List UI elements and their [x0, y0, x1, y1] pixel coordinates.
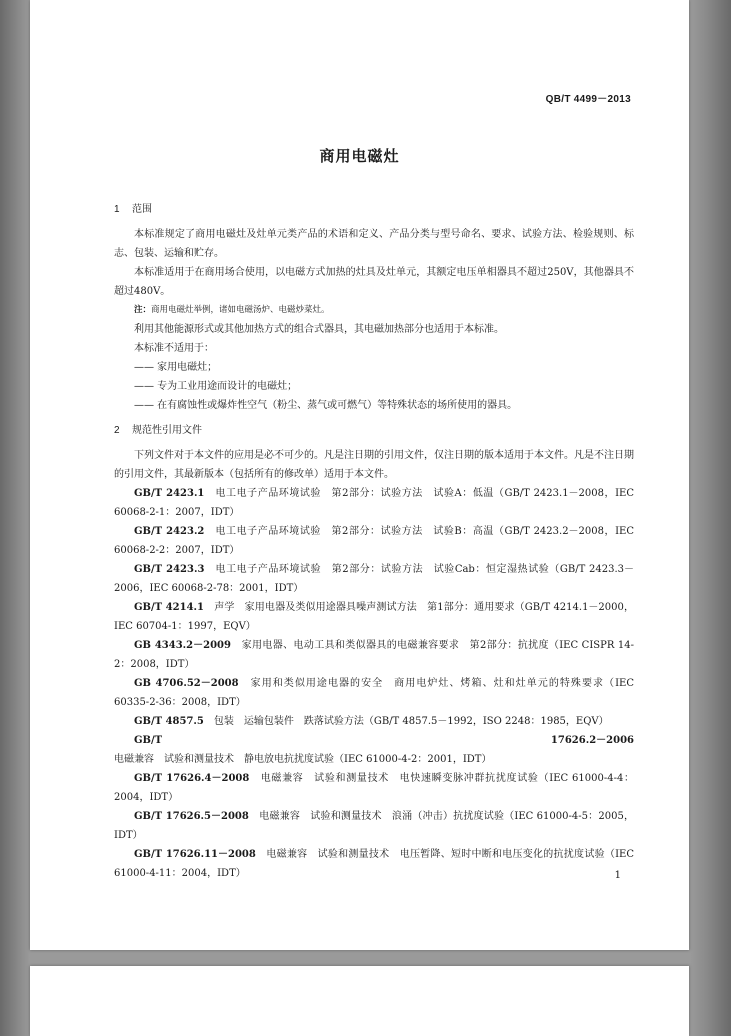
reference-code: GB/T 4857.5 [134, 716, 204, 727]
scope-paragraph-3: 利用其他能源形式或其他加热方式的组合式器具，其电磁加热部分也适用于本标准。 [134, 324, 504, 335]
reference-item [114, 560, 634, 598]
reference-text: 电工电子产品环境试验 第2部分：试验方法 试验B：高温（GB/T 2423.2－2008，IEC 60068-2-2：2007，IDT） [114, 526, 635, 556]
reference-item [114, 636, 634, 674]
document-title: 商用电磁灶 [319, 147, 400, 165]
reference-code: GB 4343.2－2009 [134, 640, 231, 651]
scope-paragraph-2: 本标准适用于在商用场合使用，以电磁方式加热的灶具及灶单元，其额定电压单相器具不超过250V，其他器具不超过480V。 [114, 267, 634, 297]
reference-item [114, 712, 634, 731]
reference-code: GB 4706.52－2008 [134, 678, 239, 689]
reference-text: 电磁兼容 试验和测量技术 电压暂降、短时中断和电压变化的抗扰度试验（IEC 61000-4-11：2004，IDT） [114, 849, 634, 879]
section-title: 范围 [132, 204, 152, 215]
exclusion-item: —— 在有腐蚀性或爆炸性空气（粉尘、蒸气或可燃气）等特殊状态的场所使用的器具。 [134, 400, 518, 411]
section-1-heading [114, 200, 634, 219]
note-label: 注： [134, 305, 152, 315]
reference-text: 包装 运输包装件 跌落试验方法（GB/T 4857.5－1992，ISO 2248：1985，EQV） [213, 716, 609, 727]
standard-code: QB/T 4499－2013 [545, 94, 631, 105]
reference-text: 家用和类似用途电器的安全 商用电炉灶、烤箱、灶和灶单元的特殊要求（IEC 60335-2-36：2008，IDT） [114, 678, 634, 708]
reference-code: GB/T 2423.3 [134, 564, 205, 575]
exclusion-item: —— 专为工业用途而设计的电磁灶； [134, 381, 298, 392]
reference-item [114, 769, 634, 807]
reference-text: 声学 家用电器及类似用途器具噪声测试方法 第1部分：通用要求（GB/T 4214.1－2000，IEC 60704-1：1997，EQV） [114, 602, 635, 632]
section-number: 2 [114, 425, 120, 436]
page-number: 1 [614, 870, 621, 881]
section-2-heading [114, 421, 634, 440]
reference-code: GB/T 17626.2－2006 [134, 735, 634, 746]
reference-item [114, 484, 634, 522]
scope-paragraph-1: 本标准规定了商用电磁灶及灶单元类产品的术语和定义、产品分类与型号命名、要求、试验方法、检验规则、标志、包装、运输和贮存。 [114, 229, 634, 259]
scope-note [114, 301, 634, 320]
reference-item [114, 807, 634, 845]
reference-code: GB/T 2423.1 [134, 488, 205, 499]
reference-code: GB/T 4214.1 [134, 602, 204, 613]
reference-item [114, 522, 634, 560]
exclusion-item: —— 家用电磁灶； [134, 362, 218, 373]
section-title: 规范性引用文件 [132, 425, 202, 436]
reference-text: 电工电子产品环境试验 第2部分：试验方法 试验Cab：恒定湿热试验（GB/T 2423.3－2006，IEC 60068-2-78：2001，IDT） [114, 564, 635, 594]
reference-code: GB/T 17626.5－2008 [134, 811, 249, 822]
document-page [30, 0, 689, 950]
reference-item [114, 731, 634, 769]
document-body [114, 200, 634, 883]
next-page [30, 966, 689, 1036]
reference-text: 电工电子产品环境试验 第2部分：试验方法 试验A：低温（GB/T 2423.1－2008，IEC 60068-2-1：2007，IDT） [114, 488, 635, 518]
section-number: 1 [114, 204, 120, 215]
reference-code: GB/T 17626.11－2008 [134, 849, 256, 860]
reference-item [114, 674, 634, 712]
reference-item [114, 845, 634, 883]
reference-text: 电磁兼容 试验和测量技术 静电放电抗扰度试验（IEC 61000-4-2：2001，IDT） [114, 754, 492, 765]
scope-paragraph-4: 本标准不适用于： [134, 343, 214, 354]
references-intro: 下列文件对于本文件的应用是必不可少的。凡是注日期的引用文件，仅注日期的版本适用于本文件。凡是不注日期的引用文件，其最新版本（包括所有的修改单）适用于本文件。 [114, 450, 634, 480]
note-text: 商用电磁灶举例，诸如电磁汤炉、电磁炒菜灶。 [151, 305, 330, 315]
reference-text: 电磁兼容 试验和测量技术 电快速瞬变脉冲群抗扰度试验（IEC 61000-4-4：2004，IDT） [114, 773, 635, 803]
reference-item [114, 598, 634, 636]
reference-text: 家用电器、电动工具和类似器具的电磁兼容要求 第2部分：抗扰度（IEC CISPR 14-2：2008，IDT） [114, 640, 635, 670]
reference-code: GB/T 17626.4－2008 [134, 773, 250, 784]
reference-text: 电磁兼容 试验和测量技术 浪涌（冲击）抗扰度试验（IEC 61000-4-5：2005，IDT） [114, 811, 635, 841]
reference-code: GB/T 2423.2 [134, 526, 205, 537]
